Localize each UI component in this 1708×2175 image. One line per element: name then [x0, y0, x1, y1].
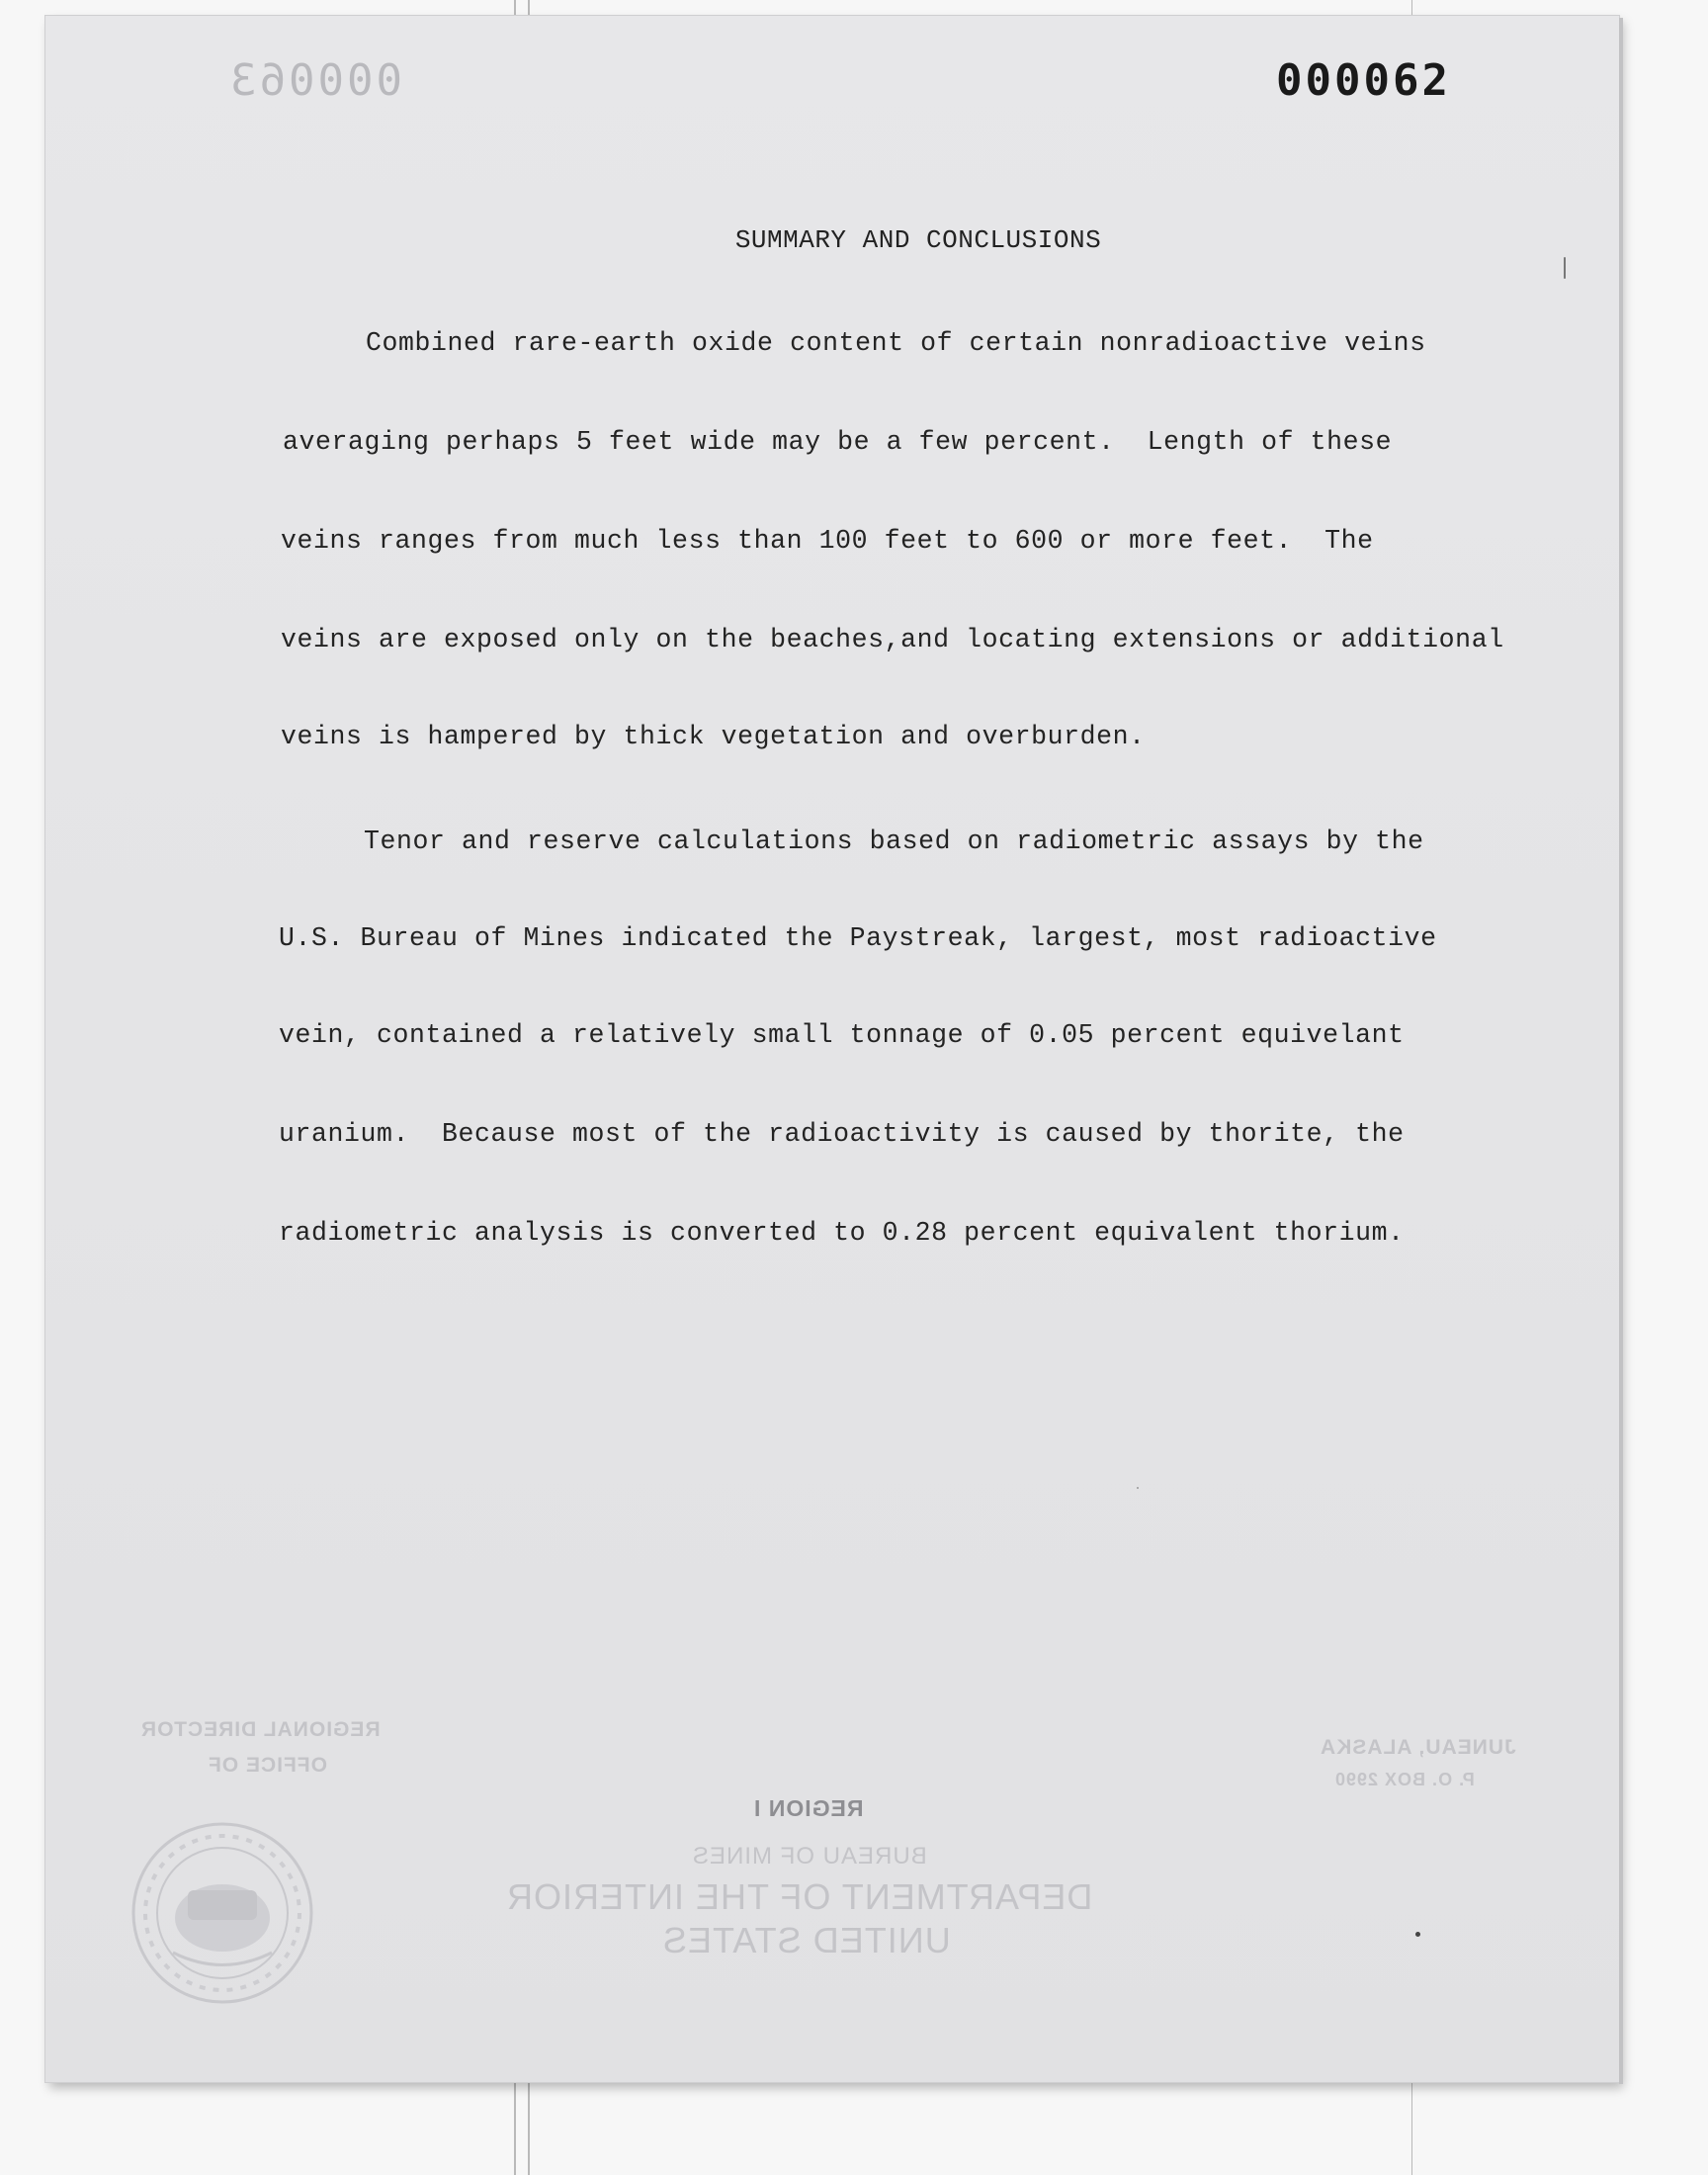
letterhead-office-line2: OFFICE OF: [208, 1754, 327, 1777]
scanner-line: [528, 0, 530, 16]
letterhead-address-line2: P. O. BOX 2990: [1334, 1770, 1475, 1789]
scan-speck: [1137, 1487, 1139, 1489]
scanner-line: [514, 0, 516, 16]
page-number: 000062: [1276, 55, 1451, 106]
scan-speck: [1564, 257, 1566, 279]
paragraph-line: veins ranges from much less than 100 feet to 600 or more feet. The: [281, 526, 1374, 556]
paragraph-line: vein, contained a relatively small tonnage of 0.05 percent equivelant: [279, 1020, 1405, 1050]
paragraph-line: averaging perhaps 5 feet wide may be a few percent. Length of these: [283, 427, 1393, 457]
letterhead-country: UNITED STATES: [662, 1920, 951, 1960]
scanner-line: [528, 2080, 530, 2175]
scanner-line: [1411, 2080, 1412, 2175]
department-seal-icon: [128, 1819, 316, 2007]
letterhead-address-line1: JUNEAU, ALASKA: [1320, 1736, 1516, 1759]
page-title: SUMMARY AND CONCLUSIONS: [734, 225, 1102, 255]
letterhead-bureau: BUREAU OF MINES: [692, 1843, 927, 1870]
scanner-line: [514, 2080, 516, 2175]
paragraph-line: U.S. Bureau of Mines indicated the Paystreak, largest, most radioactive: [279, 923, 1437, 953]
paragraph-line: Combined rare-earth oxide content of certain nonradioactive veins: [366, 328, 1426, 358]
scan-speck: [1415, 1932, 1420, 1937]
paragraph-line: veins are exposed only on the beaches,and locating extensions or additional: [281, 625, 1504, 654]
bleed-page-number: 000063: [227, 55, 402, 106]
paragraph-line: uranium. Because most of the radioactivity is caused by thorite, the: [279, 1119, 1405, 1149]
page-edge: [1619, 18, 1623, 2084]
paragraph-line: veins is hampered by thick vegetation and overburden.: [281, 722, 1146, 751]
letterhead-department: DEPARTMENT OF THE INTERIOR: [506, 1876, 1093, 1917]
scanner-line: [1411, 0, 1412, 16]
letterhead-region: REGION I: [753, 1795, 864, 1821]
paragraph-line: Tenor and reserve calculations based on radiometric assays by the: [364, 826, 1424, 856]
letterhead-office-line1: REGIONAL DIRECTOR: [140, 1718, 381, 1741]
paragraph-line: radiometric analysis is converted to 0.28 percent equivalent thorium.: [279, 1218, 1405, 1248]
